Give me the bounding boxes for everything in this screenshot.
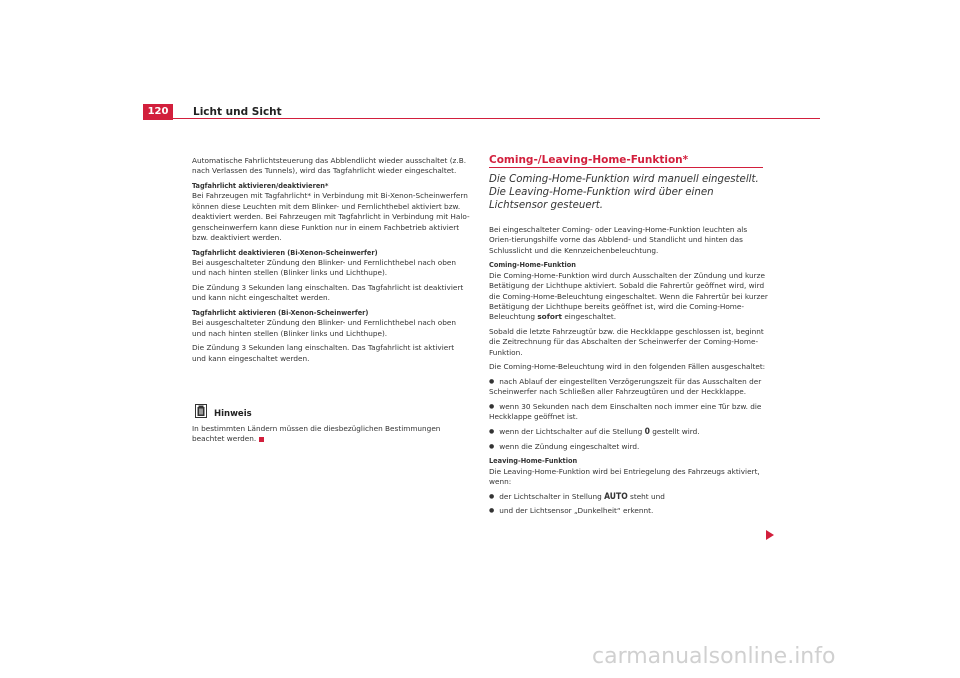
list-item-text: wenn der Lichtschalter auf die Stellung (499, 427, 643, 437)
paragraph: Die Coming-Home-Beleuchtung wird in den folgenden Fällen ausgeschaltet: (489, 362, 766, 372)
section-end-mark (259, 437, 264, 442)
list-item: ● nach Ablauf der eingestellten Verzögerungszeit für das Ausschalten der Scheinwerfer nach Schließen aller Fahrzeugtüren und der Heckklappe. (489, 377, 771, 398)
subheading: Tagfahrlicht aktivieren/deaktivieren* (192, 181, 329, 190)
left-column (192, 156, 470, 368)
list-item: ● wenn die Zündung eingeschaltet wird. (489, 442, 771, 452)
list-item: ● wenn 30 Sekunden nach dem Einschalten noch immer eine Tür bzw. die Heckklappe geöffnet ist. (489, 402, 771, 423)
section-title: Coming-/Leaving-Home-Funktion* (489, 154, 689, 166)
paragraph: Die Zündung 3 Sekunden lang einschalten. Das Tagfahrlicht ist aktiviert und kann eingeschaltet werden. (192, 343, 455, 363)
list-item-text: der Lichtschalter in Stellung (499, 491, 602, 501)
paragraph: Automatische Fahrlichtsteuerung das Abblendlicht wieder ausschaltet (z.B. nach Verlassen des Tunnels), wird das Tagfahrlicht wieder eingeschaltet. (192, 156, 467, 176)
paragraph: Sobald die letzte Fahrzeugtür bzw. die Heckklappe geschlossen ist, beginnt die Zeitrechnung für das Abschalten der Scheinwerfer der Coming-Home-Funktion. (489, 327, 764, 357)
paragraph: Bei ausgeschalteter Zündung den Blinker- und Fernlichthebel nach oben und nach hinten stellen (Blinker links und Lichthupe). (192, 258, 456, 278)
paragraph: Die Leaving-Home-Funktion wird bei Entriegelung des Fahrzeugs aktiviert, wenn: (489, 466, 760, 487)
section-divider (489, 167, 763, 168)
list-item (489, 492, 771, 502)
paragraph-text: Die Coming-Home-Funktion wird durch Ausschalten der Zündung und kurze Betätigung der Lichthupe aktiviert. Sobald die Fahrertür geöffnet wird, wird die Coming-Home-Beleuchtung eingeschaltet. Wenn die Fahrertür bei kurzer Betätigung der Lichthupe bereits geöffnet ist, wird die Coming-Home-Beleuchtung (489, 270, 768, 322)
subheading: Tagfahrlicht deaktivieren (Bi-Xenon-Scheinwerfer) (192, 247, 378, 257)
paragraph: Die Zündung 3 Sekunden lang einschalten. Das Tagfahrlicht ist deaktiviert und kann nicht eingeschaltet werden. (192, 283, 464, 303)
list-item-text: steht und (630, 491, 665, 501)
page-number: 120 (143, 104, 173, 120)
header-divider (173, 118, 820, 119)
right-column (489, 225, 771, 521)
page-header-title: Licht und Sicht (193, 106, 282, 118)
paragraph: Bei eingeschalteter Coming- oder Leaving-Home-Funktion leuchten als Orien-tierungshilfe vorne das Abblend- und Standlicht und hinten das Schlusslicht und die Kennzeichenbeleuchtung. (489, 225, 748, 255)
watermark: carmanualsonline.info (592, 644, 836, 669)
light-switch-auto-symbol: AUTO (604, 491, 628, 502)
subheading: Tagfahrlicht aktivieren (Bi-Xenon-Scheinwerfer) (192, 308, 369, 318)
subheading: Coming-Home-Funktion (489, 260, 576, 270)
note-icon (195, 404, 207, 418)
light-switch-off-symbol: 0 (644, 427, 650, 438)
hint-text (192, 424, 470, 445)
paragraph: Bei Fahrzeugen mit Tagfahrlicht* in Verbindung mit Bi-Xenon-Scheinwerfern können diese Leuchten mit dem Blinker- und Fernlichthebel aktiviert bzw. deaktiviert werden. Bei Fahrzeugen mit Tagfahrlicht in Verbindung mit Halo-genscheinwerfern kann diese Funktion nur in einem Fachbetrieb aktiviert bzw. deaktiviert werden. (192, 191, 470, 243)
emphasis: sofort (537, 312, 562, 322)
list-item-text: gestellt wird. (652, 427, 700, 437)
section-intro: Die Coming-Home-Funktion wird manuell eingestellt. Die Leaving-Home-Funktion wird über einen Lichtsensor gesteuert. (489, 174, 759, 212)
list-item: ● und der Lichtsensor „Dunkelheit“ erkennt. (489, 506, 771, 516)
hint-body: In bestimmten Ländern müssen die diesbezüglichen Bestimmungen beachtet werden. (192, 424, 441, 444)
paragraph-text: eingeschaltet. (564, 312, 617, 322)
subheading: Leaving-Home-Funktion (489, 456, 578, 466)
list-item (489, 427, 771, 437)
hint-title: Hinweis (214, 409, 252, 419)
continue-arrow-icon (766, 530, 774, 540)
paragraph (489, 271, 771, 323)
paragraph: Bei ausgeschalteter Zündung den Blinker- und Fernlichthebel nach oben und nach hinten stellen (Blinker links und Lichthupe). (192, 318, 456, 338)
